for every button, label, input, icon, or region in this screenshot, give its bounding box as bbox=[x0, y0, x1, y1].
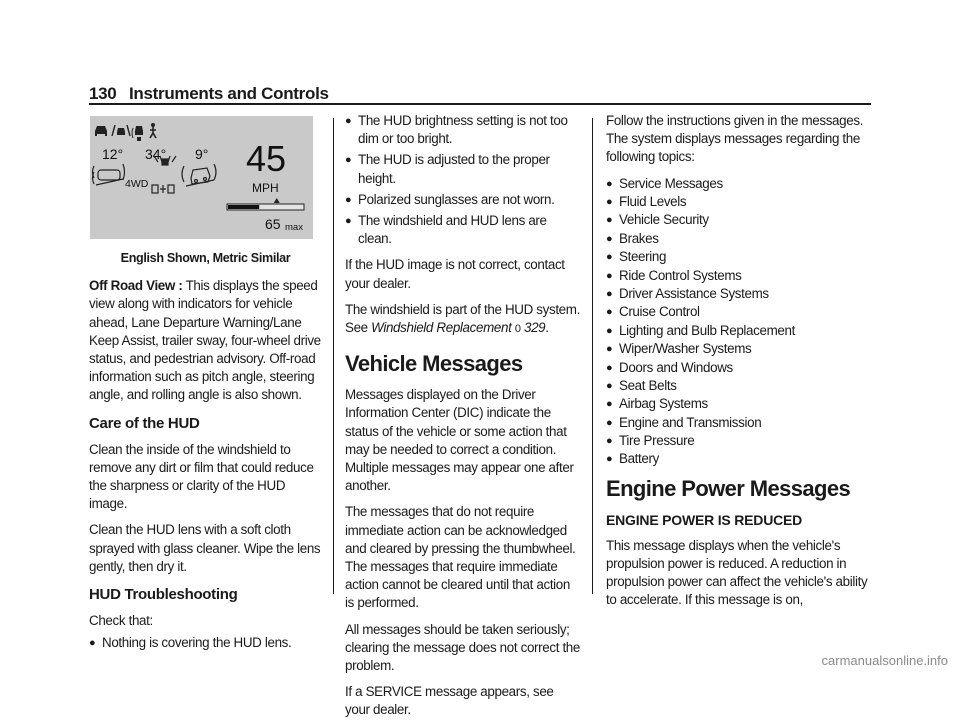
list-item: ● Tire Pressure bbox=[606, 432, 872, 450]
hud-temp-1: 12° bbox=[102, 146, 124, 162]
windshield-paragraph: The windshield is part of the HUD system. See Windshield Replacement 0 329. bbox=[345, 301, 580, 336]
check-list bbox=[89, 634, 322, 652]
engine-power-reduced-text: This message displays when the vehicle's propulsion power is reduced. A reduction in propulsion power can affect the vehicle's ability to accelerate. If this message is on, bbox=[606, 537, 868, 608]
list-item: ● Airbag Systems bbox=[606, 395, 872, 413]
hud-speed: 45 bbox=[246, 138, 287, 179]
list-item: ● Service Messages bbox=[606, 175, 872, 193]
vm-paragraph-3: All messages should be taken seriously; clearing the message does not correct the problem. bbox=[345, 621, 581, 674]
bullet-icon: ● bbox=[89, 637, 96, 650]
roll-angle-icon bbox=[182, 164, 216, 186]
engine-power-reduced-heading: ENGINE POWER IS REDUCED bbox=[606, 511, 803, 528]
off-road-view-paragraph bbox=[89, 277, 322, 404]
list-item: ● Polarized sunglasses are not worn. bbox=[345, 191, 580, 209]
bullet-icon: ● bbox=[606, 379, 613, 392]
list-item: ● Lighting and Bulb Replacement bbox=[606, 322, 872, 340]
bullet-icon: ● bbox=[606, 196, 613, 208]
vm-paragraph-1: Messages displayed on the Driver Information Center (DIC) indicate the status of the vehicle or some action that may be needed to correct a condition. Multiple messages may appear one after another. bbox=[345, 387, 574, 494]
bullet-icon: ● bbox=[606, 343, 613, 356]
bullet-icon: ● bbox=[606, 416, 613, 429]
list-item: ● Engine and Transmission bbox=[606, 414, 872, 432]
windshield-page-ref[interactable]: 329 bbox=[523, 320, 546, 336]
off-road-view-term: Off Road View : bbox=[89, 278, 183, 294]
vm-paragraph-4: If a SERVICE message appears, see your dealer. bbox=[345, 684, 554, 718]
page-ref-icon: 0 bbox=[514, 323, 521, 336]
list-item: ● The HUD is adjusted to the proper height. bbox=[345, 152, 550, 186]
off-road-view-text: This displays the speed view along with indicators for vehicle ahead, Lane Departure Warning/Lane Keep Assist, trailer sway, four-wheel drive status, and pedestrian advisory. Off-road information such as pitch angle, steering angle, and rolling angle is also shown. bbox=[89, 278, 321, 403]
bullet-icon: ● bbox=[606, 232, 613, 245]
bullet-icon: ● bbox=[345, 115, 352, 127]
list-item: ● Driver Assistance Systems bbox=[606, 285, 872, 303]
bullet-icon: ● bbox=[606, 324, 613, 337]
vm-paragraph-2: The messages that do not require immediate action can be acknowledged and cleared by pressing the thumbwheel. The messages that require immediate action cannot be cleared until that action is performed. bbox=[345, 504, 576, 611]
bullet-icon: ● bbox=[345, 193, 352, 206]
list-item: ● Cruise Control bbox=[606, 303, 872, 321]
list-item: ● The windshield and HUD lens are clean. bbox=[345, 213, 547, 247]
page-number: 130 bbox=[89, 84, 117, 103]
incorrect-image-paragraph: If the HUD image is not correct, contact your dealer. bbox=[345, 257, 565, 291]
column-2 bbox=[345, 112, 580, 728]
lane-keep-icon bbox=[112, 125, 130, 136]
bullet-icon: ● bbox=[345, 215, 352, 228]
list-item: ● Ride Control Systems bbox=[606, 267, 872, 285]
hud-troubleshooting-heading: HUD Troubleshooting bbox=[89, 586, 238, 604]
hud-temp-3: 9° bbox=[195, 146, 209, 162]
list-item: ● Battery bbox=[606, 450, 872, 468]
bullet-icon: ● bbox=[606, 453, 613, 466]
bullet-icon: ● bbox=[606, 251, 613, 264]
hud-limit-unit: max bbox=[285, 222, 303, 233]
bullet-icon: ● bbox=[606, 306, 613, 319]
care-of-hud-heading: Care of the HUD bbox=[89, 414, 200, 432]
care-paragraph-1: Clean the inside of the windshield to remove any dirt or film that could reduce the sharpness or clarity of the HUD image. bbox=[89, 441, 314, 512]
trailer-sway-icon bbox=[132, 126, 143, 141]
list-item: ● Doors and Windows bbox=[606, 359, 872, 377]
hud-temp-2: 34° bbox=[145, 146, 167, 162]
header-rule bbox=[89, 103, 871, 105]
list-item: ● Nothing is covering the HUD lens. bbox=[89, 634, 322, 652]
watermark: carmanualsonline.info bbox=[821, 653, 948, 668]
hud-drive-mode: 4WD bbox=[125, 178, 149, 190]
column-divider bbox=[333, 118, 334, 594]
hud-limit-value: 65 bbox=[265, 216, 281, 232]
list-item: ● Vehicle Security bbox=[606, 211, 872, 229]
windshield-replacement-link[interactable]: Windshield Replacement bbox=[371, 320, 512, 336]
hud-off-road-view-figure bbox=[90, 116, 313, 239]
bullet-icon: ● bbox=[606, 361, 613, 374]
hud-speed-unit: MPH bbox=[252, 181, 279, 195]
column-3 bbox=[606, 112, 872, 617]
list-item: ● Brakes bbox=[606, 230, 872, 248]
chapter-title: Instruments and Controls bbox=[129, 84, 329, 103]
speed-bar bbox=[227, 198, 304, 210]
column-divider bbox=[592, 118, 593, 594]
column-1 bbox=[89, 112, 322, 660]
bullet-icon: ● bbox=[606, 269, 613, 282]
bullet-icon: ● bbox=[606, 177, 613, 190]
vehicle-ahead-icon bbox=[95, 126, 107, 136]
bullet-icon: ● bbox=[606, 214, 613, 227]
engine-power-messages-heading: Engine Power Messages bbox=[606, 475, 851, 501]
list-item: ● Wiper/Washer Systems bbox=[606, 340, 872, 358]
topics-intro: Follow the instructions given in the messages. The system displays messages regarding the following topics: bbox=[606, 113, 864, 165]
pedestrian-icon bbox=[150, 123, 156, 138]
figure-caption: English Shown, Metric Similar bbox=[120, 251, 291, 265]
vehicle-messages-heading: Vehicle Messages bbox=[345, 351, 523, 377]
bullet-icon: ● bbox=[606, 287, 613, 300]
list-item: ● Fluid Levels bbox=[606, 193, 872, 211]
pitch-angle-icon bbox=[93, 164, 125, 185]
bullet-icon: ● bbox=[606, 435, 613, 448]
list-item: ● The HUD brightness setting is not too dim or too bright. bbox=[345, 113, 568, 147]
check-that-text: Check that: bbox=[89, 613, 153, 629]
care-paragraph-2: Clean the HUD lens with a soft cloth sprayed with glass cleaner. Wipe the lens gently, then dry it. bbox=[89, 522, 321, 574]
bullet-icon: ● bbox=[606, 398, 613, 411]
hud-check-list bbox=[345, 112, 580, 248]
list-item: ● Seat Belts bbox=[606, 377, 872, 395]
list-item: ● Steering bbox=[606, 248, 872, 266]
topic-list bbox=[606, 175, 872, 469]
bullet-icon: ● bbox=[345, 154, 352, 167]
